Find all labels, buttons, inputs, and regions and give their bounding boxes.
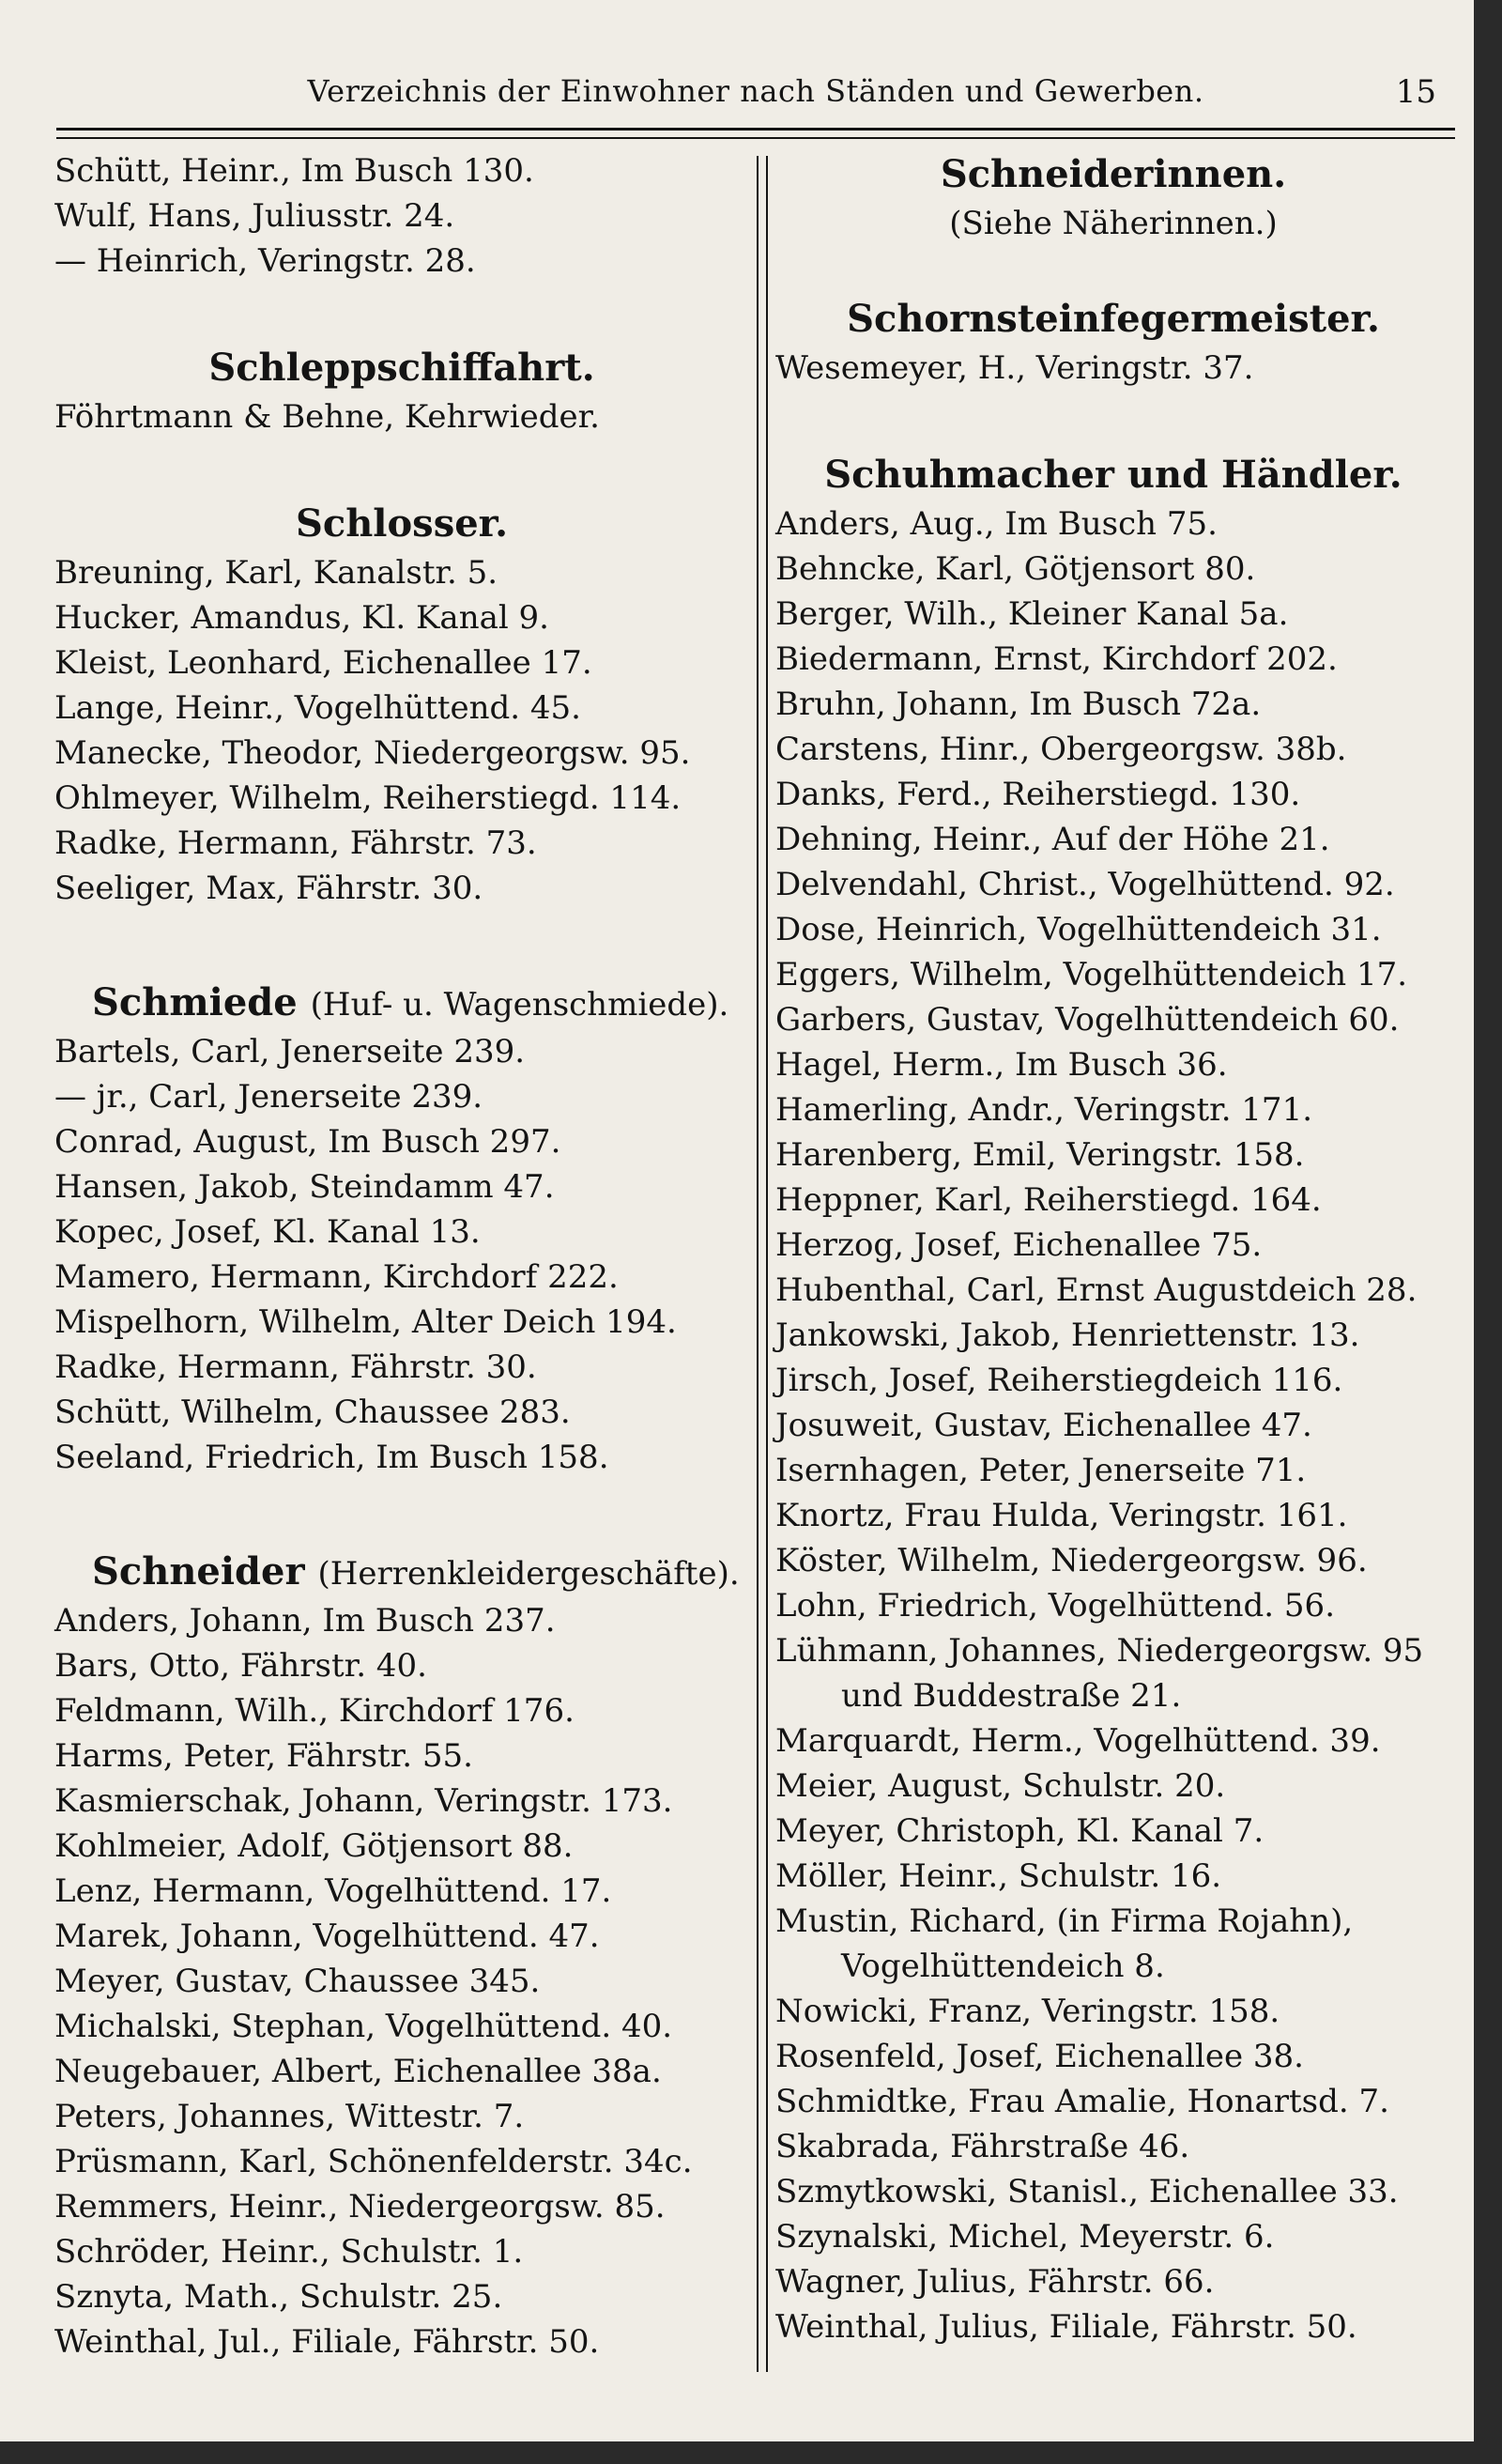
directory-entry: Harms, Peter, Fährstr. 55.: [54, 1737, 473, 1775]
directory-entry: Peters, Johannes, Wittestr. 7.: [54, 2098, 525, 2135]
directory-entry: Anders, Johann, Im Busch 237.: [54, 1602, 556, 1640]
directory-entry: Biedermann, Ernst, Kirchdorf 202.: [775, 640, 1338, 678]
directory-entry: Hucker, Amandus, Kl. Kanal 9.: [54, 599, 549, 637]
directory-entry: Dose, Heinrich, Vogelhüttendeich 31.: [775, 911, 1382, 948]
directory-entry: Prüsmann, Karl, Schönenfelderstr. 34c.: [54, 2143, 693, 2180]
directory-entry: Schröder, Heinr., Schulstr. 1.: [54, 2233, 524, 2271]
directory-entry: Michalski, Stephan, Vogelhüttend. 40.: [54, 2008, 673, 2045]
directory-entry: Sznyta, Math., Schulstr. 25.: [54, 2278, 503, 2316]
directory-entry: Lohn, Friedrich, Vogelhüttend. 56.: [775, 1587, 1335, 1625]
directory-entry: Meier, August, Schulstr. 20.: [775, 1767, 1226, 1805]
directory-entry: Möller, Heinr., Schulstr. 16.: [775, 1857, 1222, 1895]
section-title-schlosser: Schlosser.: [295, 501, 508, 546]
directory-entry: Kopec, Josef, Kl. Kanal 13.: [54, 1213, 481, 1251]
directory-entry: Skabrada, Fährstraße 46.: [775, 2128, 1190, 2165]
directory-entry: Hubenthal, Carl, Ernst Augustdeich 28.: [775, 1271, 1418, 1309]
directory-entry: Seeliger, Max, Fährstr. 30.: [54, 870, 483, 907]
directory-entry: Feldmann, Wilh., Kirchdorf 176.: [54, 1692, 575, 1730]
directory-entry: Josuweit, Gustav, Eichenallee 47.: [775, 1407, 1312, 1444]
directory-entry: Neugebauer, Albert, Eichenallee 38a.: [54, 2053, 662, 2090]
page-title: Verzeichnis der Einwohner nach Ständen und Gewerben.: [307, 73, 1204, 109]
directory-entry: Dehning, Heinr., Auf der Höhe 21.: [775, 821, 1330, 858]
page-header: [56, 73, 1455, 130]
directory-entry: Wesemeyer, H., Veringstr. 37.: [775, 349, 1254, 387]
directory-entry: Weinthal, Jul., Filiale, Fährstr. 50.: [54, 2323, 600, 2361]
directory-entry: Carstens, Hinr., Obergeorgsw. 38b.: [775, 731, 1347, 768]
directory-entry: Bartels, Carl, Jenerseite 239.: [54, 1033, 526, 1070]
left-column: [54, 148, 749, 2364]
directory-entry: Seeland, Friedrich, Im Busch 158.: [54, 1439, 609, 1476]
directory-entry: — Heinrich, Veringstr. 28.: [54, 242, 476, 280]
directory-entry: Vogelhüttendeich 8.: [841, 1948, 1165, 1985]
cross-reference-note: (Siehe Näherinnen.): [949, 205, 1278, 242]
directory-entry: Schütt, Heinr., Im Busch 130.: [54, 152, 534, 190]
directory-entry: Harenberg, Emil, Veringstr. 158.: [775, 1136, 1305, 1174]
section-list-schlosser: [54, 550, 749, 911]
directory-entry: Kleist, Leonhard, Eichenallee 17.: [54, 644, 592, 682]
section-list-schmiede: [54, 1029, 749, 1480]
directory-entry: Herzog, Josef, Eichenallee 75.: [775, 1226, 1263, 1264]
section-title-schuhmacher: Schuhmacher und Händler.: [824, 453, 1402, 497]
directory-entry: Delvendahl, Christ., Vogelhüttend. 92.: [775, 866, 1395, 903]
continued-entries: [54, 148, 749, 284]
directory-entry: Wulf, Hans, Juliusstr. 24.: [54, 197, 455, 235]
directory-entry: Schmidtke, Frau Amalie, Honartsd. 7.: [775, 2083, 1389, 2120]
directory-entry: Eggers, Wilhelm, Vogelhüttendeich 17.: [775, 956, 1408, 993]
section-list-schuhmacher: [775, 501, 1451, 2349]
directory-entry: und Buddestraße 21.: [841, 1677, 1182, 1715]
directory-entry: Jirsch, Josef, Reiherstiegdeich 116.: [775, 1362, 1343, 1399]
directory-entry: Remmers, Heinr., Niedergeorgsw. 85.: [54, 2188, 666, 2225]
section-list-schneider: [54, 1598, 749, 2364]
directory-entry: Mamero, Hermann, Kirchdorf 222.: [54, 1258, 619, 1296]
directory-entry: Weinthal, Julius, Filiale, Fährstr. 50.: [775, 2308, 1357, 2346]
directory-entry: Garbers, Gustav, Vogelhüttendeich 60.: [775, 1001, 1400, 1039]
section-title-text: Schmiede: [92, 980, 298, 1024]
directory-entry: Nowicki, Franz, Veringstr. 158.: [775, 1993, 1280, 2030]
directory-entry: Conrad, August, Im Busch 297.: [54, 1123, 561, 1161]
directory-entry: Meyer, Gustav, Chaussee 345.: [54, 1963, 541, 2000]
directory-entry: Knortz, Frau Hulda, Veringstr. 161.: [775, 1497, 1348, 1534]
directory-entry: Behncke, Karl, Götjensort 80.: [775, 550, 1256, 588]
section-title-schmiede: [54, 977, 749, 1029]
directory-entry: Hansen, Jakob, Steindamm 47.: [54, 1168, 555, 1206]
directory-entry: Manecke, Theodor, Niedergeorgsw. 95.: [54, 734, 691, 772]
directory-entry: — jr., Carl, Jenerseite 239.: [54, 1078, 483, 1116]
directory-entry: Föhrtmann & Behne, Kehrwieder.: [54, 398, 600, 436]
directory-entry: Breuning, Karl, Kanalstr. 5.: [54, 554, 498, 592]
directory-entry: Ohlmeyer, Wilhelm, Reiherstiegd. 114.: [54, 779, 682, 817]
section-list-schleppschiffahrt: [54, 394, 749, 439]
section-title-schleppschiffahrt: Schleppschiffahrt.: [208, 346, 595, 390]
directory-entry: Berger, Wilh., Kleiner Kanal 5a.: [775, 595, 1289, 633]
section-list-schornsteinfeger: [775, 346, 1451, 391]
directory-entry: Marek, Johann, Vogelhüttend. 47.: [54, 1917, 600, 1955]
section-subtitle: (Huf- u. Wagenschmiede).: [310, 986, 729, 1024]
section-subtitle: (Herrenkleidergeschäfte).: [317, 1555, 740, 1593]
directory-entry: Heppner, Karl, Reiherstiegd. 164.: [775, 1181, 1322, 1219]
directory-entry: Jankowski, Jakob, Henriettenstr. 13.: [775, 1317, 1360, 1354]
directory-entry: Lühmann, Johannes, Niedergeorgsw. 95: [775, 1632, 1424, 1670]
section-title-schneiderinnen: Schneiderinnen.: [940, 152, 1287, 196]
directory-entry: Lange, Heinr., Vogelhüttend. 45.: [54, 689, 581, 727]
directory-entry: Anders, Aug., Im Busch 75.: [775, 505, 1218, 543]
directory-entry: Hagel, Herm., Im Busch 36.: [775, 1046, 1228, 1084]
directory-entry: Mispelhorn, Wilhelm, Alter Deich 194.: [54, 1303, 677, 1341]
directory-entry: Rosenfeld, Josef, Eichenallee 38.: [775, 2038, 1304, 2075]
directory-entry: Szmytkowski, Stanisl., Eichenallee 33.: [775, 2173, 1399, 2210]
column-divider: [757, 156, 768, 2372]
directory-entry: Radke, Hermann, Fährstr. 73.: [54, 824, 537, 862]
header-rule-thin: [56, 137, 1455, 139]
directory-entry: Bars, Otto, Fährstr. 40.: [54, 1647, 427, 1685]
section-title-schornsteinfeger: Schornsteinfegermeister.: [847, 297, 1380, 341]
directory-entry: Danks, Ferd., Reiherstiegd. 130.: [775, 776, 1301, 813]
directory-entry: Lenz, Hermann, Vogelhüttend. 17.: [54, 1872, 612, 1910]
directory-entry: Wagner, Julius, Fährstr. 66.: [775, 2263, 1215, 2301]
section-title-schneider: [54, 1546, 749, 1598]
section-title-text: Schneider: [92, 1549, 305, 1594]
directory-entry: Bruhn, Johann, Im Busch 72a.: [775, 685, 1262, 723]
directory-entry: Szynalski, Michel, Meyerstr. 6.: [775, 2218, 1275, 2256]
directory-entry: Köster, Wilhelm, Niedergeorgsw. 96.: [775, 1542, 1368, 1579]
directory-entry: Mustin, Richard, (in Firma Rojahn),: [775, 1902, 1354, 1940]
directory-entry: Radke, Hermann, Fährstr. 30.: [54, 1348, 537, 1386]
directory-entry: Marquardt, Herm., Vogelhüttend. 39.: [775, 1722, 1381, 1760]
header-rule: [56, 128, 1455, 131]
right-column: [775, 148, 1451, 2349]
page-number: 15: [1395, 73, 1436, 111]
directory-entry: Meyer, Christoph, Kl. Kanal 7.: [775, 1812, 1264, 1850]
directory-entry: Kasmierschak, Johann, Veringstr. 173.: [54, 1782, 673, 1820]
directory-entry: Isernhagen, Peter, Jenerseite 71.: [775, 1452, 1307, 1489]
directory-entry: Hamerling, Andr., Veringstr. 171.: [775, 1091, 1313, 1129]
directory-entry: Kohlmeier, Adolf, Götjensort 88.: [54, 1827, 574, 1865]
directory-entry: Schütt, Wilhelm, Chaussee 283.: [54, 1394, 571, 1431]
